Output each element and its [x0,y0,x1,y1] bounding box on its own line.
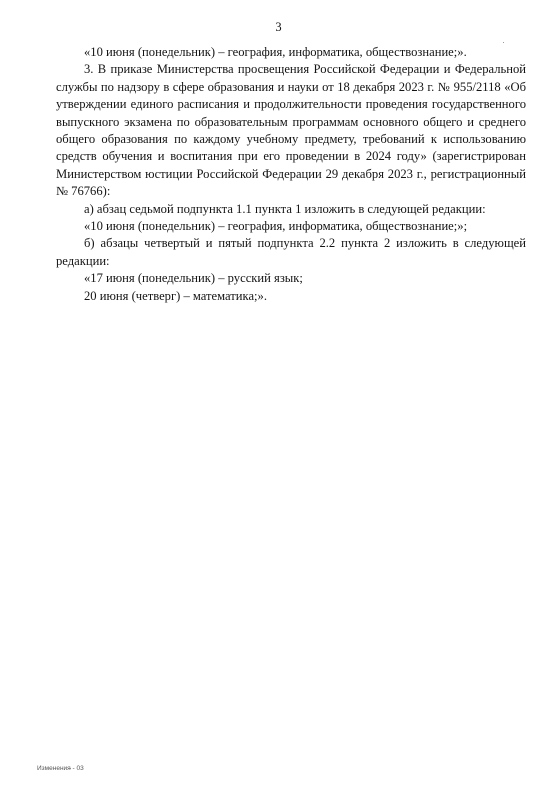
footer-note: Изменения - 03 [37,765,84,772]
paragraph-quote-june-10: «10 июня (понедельник) – география, информатика, обществознание;». [84,45,467,59]
paragraph-quote-june-10-repeat: «10 июня (понедельник) – география, информатика, обществознание;»; [84,219,468,234]
paragraph-item-3: 3. В приказе Министерства просвещения Российской Федерации и Федеральной службы по надзору в сфере образования и науки от 18 декабря 2023 г. № 955/2118 «Об утверждении единого расписания и продолжительности проведения государственного выпускного экзамена по образовательным программам основного общего и среднего общего образования по каждому учебному предмету, требований к использованию средств обучения и воспитания при его проведении в 2024 году» (зарегистрирован Министерством юстиции Российской Федерации 29 декабря 2023 г., регистрационный № 76766): [56,62,526,199]
paragraph-quote-june-17: «17 июня (понедельник) – русский язык; [84,271,303,286]
paragraph-subitem-a: а) абзац седьмой подпункта 1.1 пункта 1 изложить в следующей редакции: [84,201,486,216]
document-body [56,44,526,305]
paragraph-quote-june-20: 20 июня (четверг) – математика;». [84,288,267,303]
paragraph-subitem-b: б) абзацы четвертый и пятый подпункта 2.2 пункта 2 изложить в следующей редакции: [56,236,526,268]
scan-speck [503,42,504,43]
page-number: 3 [275,20,282,34]
